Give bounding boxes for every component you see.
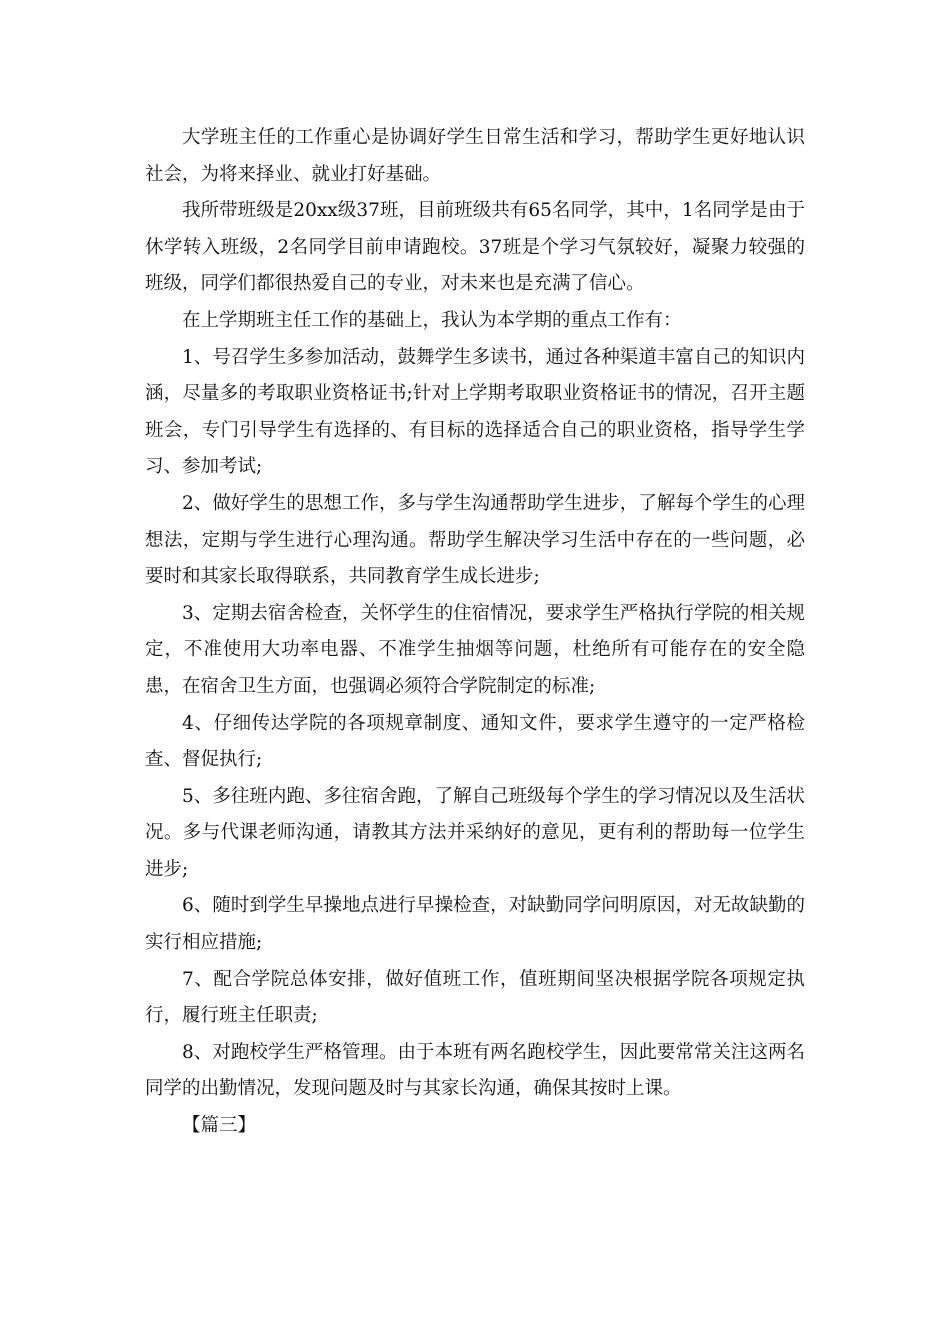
list-item-3: 3、定期去宿舍检查，关怀学生的住宿情况，要求学生严格执行学院的相关规定，不准使用大功率电器、不准学生抽烟等问题，杜绝所有可能存在的安全隐患，在宿舍卫生方面，也强调必须符合学院制定的标准;	[145, 602, 805, 697]
paragraph-class-info: 我所带班级是20xx级37班，目前班级共有65名同学，其中，1名同学是由于休学转入班级，2名同学目前申请跑校。37班是个学习气氛较好，凝聚力较强的班级，同学们都很热爱自己的专业，对未来也是充满了信心。	[145, 200, 805, 295]
list-item-6: 6、随时到学生早操地点进行早操检查，对缺勤同学问明原因，对无故缺勤的实行相应措施;	[145, 895, 805, 954]
list-item-8: 8、对跑校学生严格管理。由于本班有两名跑校学生，因此要常常关注这两名同学的出勤情况，发现问题及时与其家长沟通，确保其按时上课。	[145, 1041, 805, 1100]
list-item-5: 5、多往班内跑、多往宿舍跑，了解自己班级每个学生的学习情况以及生活状况。多与代课老师沟通，请教其方法并采纳好的意见，更有利的帮助每一位学生进步;	[145, 785, 805, 880]
list-item-7: 7、配合学院总体安排，做好值班工作，值班期间坚决根据学院各项规定执行，履行班主任职责;	[145, 968, 805, 1027]
list-item-2: 2、做好学生的思想工作，多与学生沟通帮助学生进步，了解每个学生的心理想法，定期与学生进行心理沟通。帮助学生解决学习生活中存在的一些问题，必要时和其家长取得联系，共同教育学生成长进步;	[145, 492, 805, 588]
paragraph-key-work: 在上学期班主任工作的基础上，我认为本学期的重点工作有：	[182, 309, 682, 331]
list-item-1: 1、号召学生多参加活动，鼓舞学生多读书，通过各种渠道丰富自己的知识内涵，尽量多的考取职业资格证书;针对上学期考取职业资格证书的情况，召开主题班会，专门引导学生有选择的、有目标的选择适合自己的职业资格，指导学生学习、参加考试;	[145, 346, 805, 478]
paragraph-intro: 大学班主任的工作重心是协调好学生日常生活和学习，帮助学生更好地认识社会，为将来择业、就业打好基础。	[145, 127, 805, 185]
document-body	[145, 120, 805, 1145]
list-item-4: 4、仔细传达学院的各项规章制度、通知文件，要求学生遵守的一定严格检查、督促执行;	[145, 712, 805, 771]
section-heading: 【篇三】	[182, 1115, 257, 1137]
